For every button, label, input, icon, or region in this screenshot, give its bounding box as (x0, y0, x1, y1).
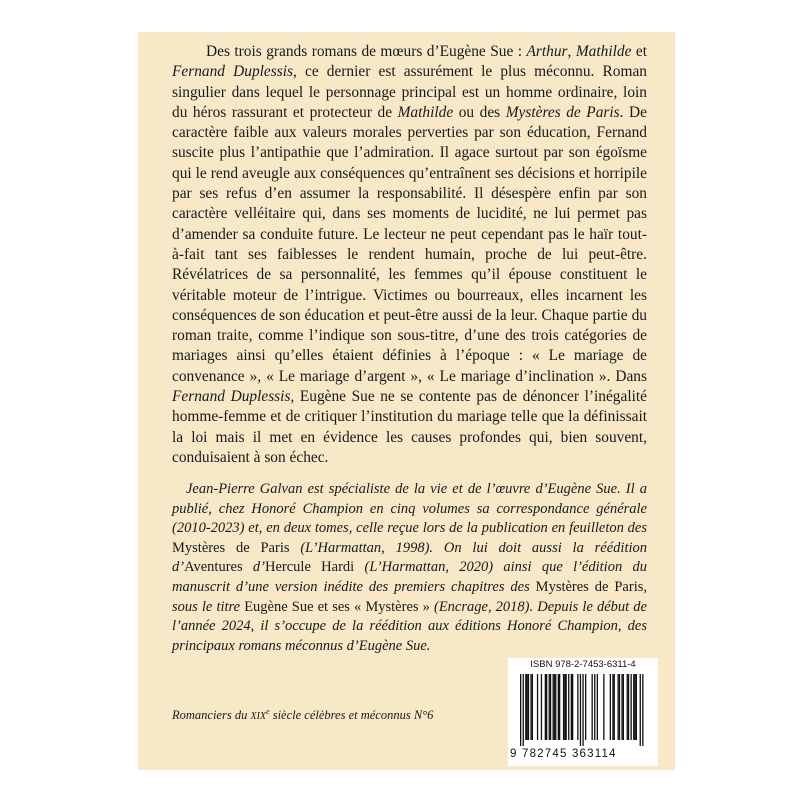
barcode-bar (618, 674, 619, 740)
barcode-bar (636, 674, 637, 740)
barcode-bar (603, 674, 604, 740)
italic-text-segment: Mathilde (575, 43, 632, 60)
barcode-bar (545, 674, 546, 740)
barcode-bar (572, 674, 573, 740)
barcode-bar (537, 674, 538, 740)
barcode-bar (642, 674, 643, 746)
barcode-bar (523, 674, 524, 746)
italic-text-segment: Arthur (526, 43, 568, 60)
author-bio (172, 480, 647, 656)
barcode-bar (568, 674, 569, 740)
series-century: XIX (250, 711, 267, 723)
text-segment: , (567, 43, 576, 60)
barcode-bar (564, 674, 565, 740)
barcode-bar (627, 674, 628, 740)
isbn-label: ISBN 978-2-7453-6311-4 (530, 659, 636, 670)
barcode-bar (555, 674, 556, 740)
barcode-bar (623, 674, 624, 740)
series-text-after: siècle célèbres et méconnus N°6 (269, 708, 434, 723)
ean-digits: 9 782745 363114 (510, 748, 617, 760)
barcode-bar (549, 674, 550, 740)
text-segment: Des trois grands romans de mœurs d’Eugène Sue : (206, 43, 527, 60)
barcode-bar (580, 674, 581, 746)
text-segment: . De caractère faible aux valeurs morales perverties par son éducation, Fernand suscite plus l’antipathie que l’admiration. Il agace surtout par son égoïsme qui le rend aveugle aux conséquences qu’entraînent ses décisions et horripile par ses refus d’en assumer la responsabilité. Il désespère enfin par son caractère velléitaire qui, dans ses moments de lucidité, ne lui permet pas d’amender sa conduite future. Le lecteur ne peut cependant pas le haïr tout-à-fait tant ses faiblesses le rendent humain, proche de lui peut-être. Révélatrices de sa personnalité, les femmes qu’il épouse constituent le véritable moteur de l’intrigue. Victimes ou bourreaux, elles incarnent les conséquences de son éducation et peut-être aussi de la leur. Chaque partie du roman traite, comme l’indique son sous-titre, d’une des trois catégories de mariages ainsi qu’elles étaient définies à l’époque : « Le mariage de convenance », « Le mariage d’argent », « Le mariage d’inclination ». Dans (172, 103, 647, 385)
text-segment: Hercule Hardi (265, 559, 355, 576)
italic-text-segment: (L’Harmattan, 1998). On lui doit aussi la réédition d’ (172, 539, 648, 576)
barcode-bar (585, 674, 586, 740)
barcode-bar (559, 674, 560, 740)
barcode-bar (528, 674, 529, 740)
italic-text-segment: , sous le titre (172, 578, 647, 615)
text-segment: Eugène Sue et ses « Mystères » (244, 598, 430, 615)
barcode-bar (566, 674, 567, 740)
italic-text-segment: (L’Harmattan, 2020) ainsi que l’édition du manuscrit d’une version inédite des premiers chapitres des (172, 559, 647, 595)
barcode-bar (558, 674, 559, 740)
bio-paragraph (172, 480, 647, 656)
barcode-bar (520, 674, 521, 746)
barcode-bar (640, 674, 641, 746)
series-title (172, 707, 472, 723)
series-century-sup: e (266, 707, 270, 716)
italic-text-segment: Fernand Duplessis (172, 63, 293, 81)
barcode-bar (541, 674, 542, 740)
barcode-icon (520, 674, 646, 748)
italic-text-segment: Fernand Duplessis, (172, 388, 295, 406)
text-segment: , ce dernier est assurément le plus méconnu. Roman singulier dans lequel le personnage principal est un homme ordinaire, loin du héros rassurant et protecteur de (172, 63, 647, 121)
barcode-bar (633, 674, 634, 740)
barcode-bar (563, 674, 564, 740)
barcode-bar (571, 674, 572, 740)
blurb-paragraph (172, 42, 647, 468)
barcode-bar (577, 674, 578, 740)
barcode-bar (614, 674, 615, 740)
barcode-bar (619, 674, 620, 740)
text-segment: Aventures (184, 559, 243, 576)
series-text-before: Romanciers du (172, 708, 251, 723)
barcode-bar (525, 674, 526, 740)
italic-text-segment: Mystères de Paris (505, 103, 620, 121)
barcode-box (508, 658, 658, 766)
text-segment: ou des (453, 103, 506, 121)
barcode-bar (594, 674, 595, 740)
italic-text-segment: Mathilde (397, 103, 454, 121)
italic-text-segment: (Encrage, 2018). Depuis le début de l’année 2024, il s’occupe de la réédition aux éditions Honoré Champion, des principaux romans méconnus d’Eugène Sue. (172, 598, 647, 654)
barcode-bar (550, 674, 551, 740)
barcode-bar (631, 674, 632, 740)
barcode-bar (592, 674, 593, 740)
barcode-bar (621, 674, 622, 740)
italic-text-segment: d’ (242, 559, 265, 576)
barcode-bar (634, 674, 635, 740)
barcode-bar (546, 674, 547, 740)
barcode-bar (612, 674, 613, 740)
text-segment: et (631, 43, 647, 60)
text-segment: Mystères de Paris (172, 539, 290, 556)
barcode-bar (553, 674, 554, 740)
barcode-bar (628, 674, 629, 740)
text-segment: Mystères de Paris (535, 578, 644, 595)
italic-text-segment: Jean-Pierre Galvan est spécialiste de la vie et de l’œuvre d’Eugène Sue. Il a publié, chez Honoré Champion en cinq volumes sa correspondance générale (2010-2023) et, en deux tomes, celle reçue lors de la publication en feuilleton des (172, 481, 647, 537)
barcode-bar (597, 674, 598, 740)
barcode-bar (532, 674, 533, 740)
book-blurb (172, 42, 647, 468)
barcode-bar (610, 674, 611, 740)
barcode-bar (530, 674, 531, 740)
text-segment: Eugène Sue ne se contente pas de dénoncer l’inégalité homme-femme et de critiquer l’institution du mariage telle que la définissait la loi mais il met en évidence les causes profondes qui, bien souvent, conduisaient à son échec. (172, 388, 647, 466)
barcode-bar (582, 674, 583, 746)
barcode-bar (554, 674, 555, 740)
barcode-bar (527, 674, 528, 740)
